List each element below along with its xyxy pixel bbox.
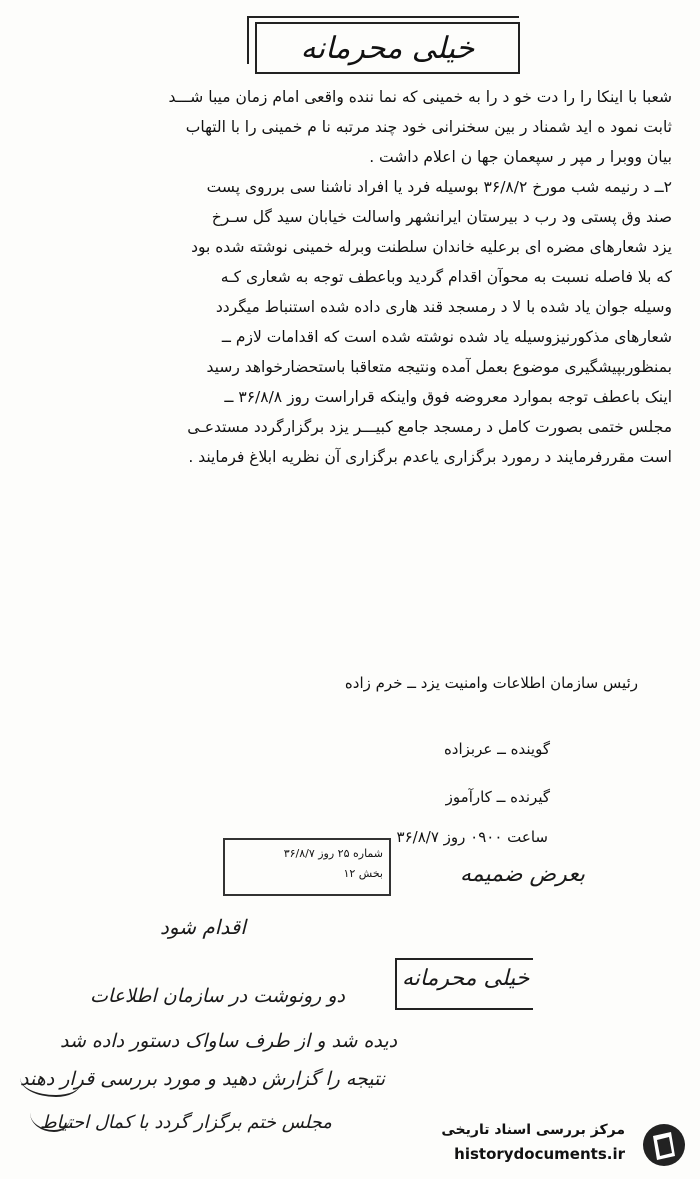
- classification-stamp: [255, 22, 520, 74]
- logo-url: historydocuments.ir: [454, 1145, 625, 1163]
- reporter-line: گوینده ــ عربزاده: [443, 740, 550, 758]
- body-line: ثابت نمود ه اید شمناد ر بین سخنرانی خود چند مرتبه نا م خمینی را با التهاب: [185, 118, 672, 136]
- registration-section: بخش ۱۲: [343, 867, 383, 880]
- body-line: صند وق پستی ود رب د بیرستان ایرانشهر واسالت خیابان سید گل سـرخ: [211, 208, 672, 226]
- registration-stamp: [223, 838, 391, 896]
- handwritten-line: دیده شد و از طرف ساواک دستور داده شد: [60, 1030, 398, 1052]
- body-line: است مقررفرمایند د رمورد برگزاری یاعدم برگزاری آن نظریه ابلاغ فرمایند .: [188, 448, 672, 466]
- body-line: وسیله جوان یاد شده با لا د رمسجد قند هاری داده شده استنباط میگردد: [215, 298, 672, 316]
- receiver-line: گیرنده ــ کارآموز: [445, 788, 550, 806]
- body-line: یزد شعارهای مضره ای برعلیه خاندان سلطنت وبرله خمینی نوشته شده بود: [191, 238, 672, 256]
- signature-line: رئیس سازمان اطلاعات وامنیت یزد ــ خرم زاده: [344, 674, 638, 692]
- handwritten-line: مجلس ختم برگزار گردد با کمال احتیاط: [40, 1112, 332, 1133]
- handwritten-line: دو رونوشت در سازمان اطلاعات: [90, 985, 346, 1007]
- registration-number: شماره ۲۵ روز ۳۶/۸/۷: [283, 847, 383, 860]
- body-line: اینک باعطف توجه بموارد معروضه فوق واینکه قراراست روز ۳۶/۸/۸ ــ: [224, 388, 672, 406]
- archive-logo: [410, 1118, 695, 1174]
- classification-stamp-text: خیلی محرمانه: [300, 30, 475, 66]
- body-line: بمنظوربپیشگیری موضوع بعمل آمده ونتیجه متعاقبا باستحضارخواهد رسید: [206, 358, 672, 376]
- handwritten-line: نتیجه را گزارش دهید و مورد بررسی قرار دهند: [20, 1068, 386, 1090]
- handwritten-note-top: بعرض ضمیمه: [460, 862, 586, 887]
- body-line: ۲ــ د رنیمه شب مورخ ۳۶/۸/۲ بوسیله فرد یا افراد ناشنا سی برروی پست: [206, 178, 672, 196]
- body-line: شعارهای مذکورنیزوسیله یاد شده نوشته شده است که اقدامات لازم ــ: [221, 328, 672, 346]
- time-line: ساعت ۰۹۰۰ روز ۳۶/۸/۷: [396, 828, 548, 846]
- report-body: [22, 82, 672, 472]
- body-line: شعبا با اینکا را را دت خو د را به خمینی که نما ننده واقعی امام زمان میبا شـــد: [168, 88, 672, 106]
- body-line: بیان ووبرا ر مپر ر سپعمان جها ن اعلام داشت .: [369, 148, 672, 166]
- handwriting-flourish: [30, 1100, 70, 1132]
- bottom-stamp-text: خیلی محرمانه: [402, 966, 530, 991]
- body-line: مجلس ختمی بصورت کامل د رمسجد جامع کبیـــر یزد برگزارگردد مستدعـی: [187, 418, 672, 436]
- handwritten-note-mid: اقدام شود: [160, 915, 246, 939]
- archive-logo-icon: [641, 1122, 687, 1168]
- logo-name: مرکز بررسی اسناد تاریخی: [441, 1122, 625, 1138]
- body-line: که بلا فاصله نسبت به محوآن اقدام گردید وباعطف توجه به شعاری کـه: [220, 268, 672, 286]
